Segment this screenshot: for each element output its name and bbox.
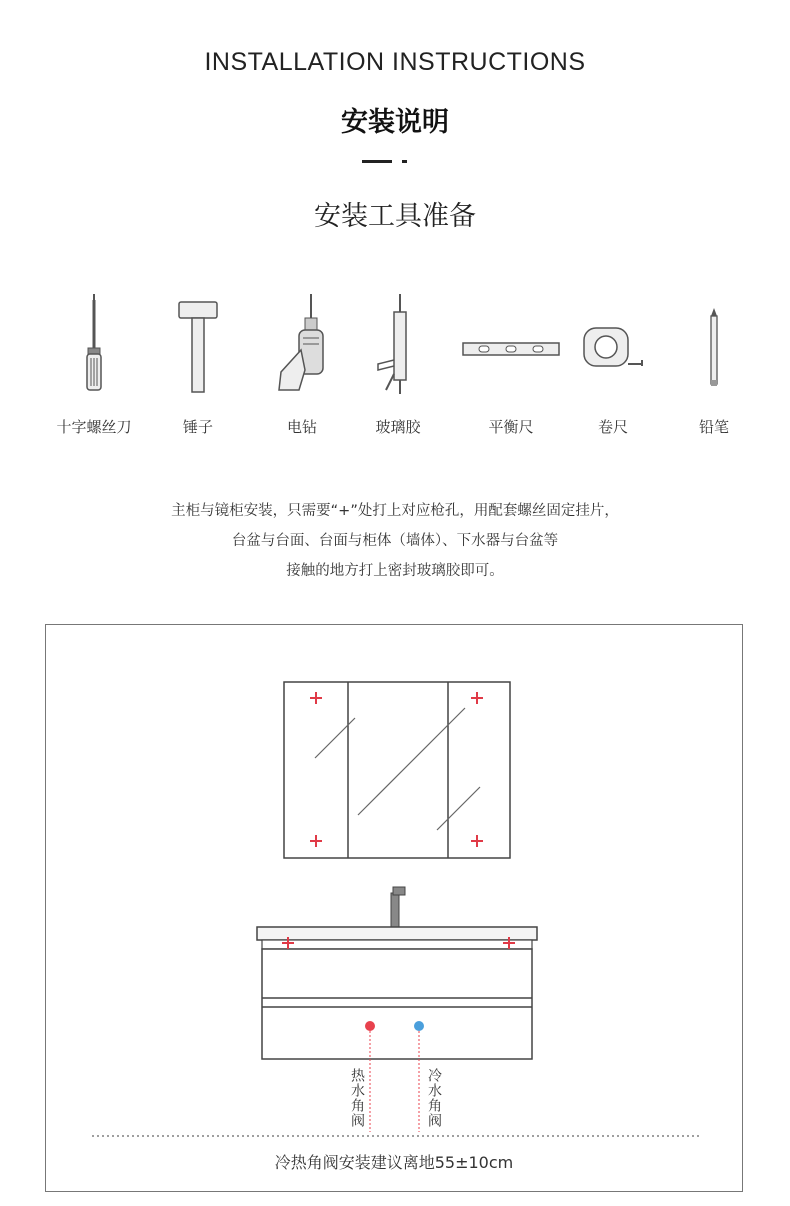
- title-english: INSTALLATION INSTRUCTIONS: [204, 48, 586, 76]
- instruction-line-2: 台盆与台面、台面与柜体（墙体）、下水器与台盆等: [231, 533, 559, 549]
- instruction-line-1: 主柜与镜柜安装，只需要“+”处打上对应枪孔，用配套螺丝固定挂片，: [171, 503, 619, 519]
- tool-label-tape-measure: 卷尺: [597, 418, 628, 436]
- tool-label-glue-gun: 玻璃胶: [375, 418, 421, 436]
- mirror-cabinet: [284, 682, 510, 858]
- tool-label-drill: 电钻: [286, 418, 317, 436]
- hot-valve-dot: [365, 1021, 375, 1031]
- tools-subtitle: 安装工具准备: [314, 201, 476, 232]
- faucet: [391, 887, 405, 927]
- tool-label-hammer: 锤子: [182, 418, 213, 436]
- vanity-cabinet: [257, 927, 537, 1059]
- hot-valve-label: 热水角阀: [349, 1068, 365, 1128]
- cold-valve-label: 冷水角阀: [426, 1068, 442, 1128]
- tool-label-pencil: 铅笔: [698, 418, 729, 436]
- valve-height-note: 冷热角阀安装建议离地55±10cm: [274, 1153, 514, 1172]
- tool-label-level: 平衡尺: [488, 418, 534, 436]
- cold-valve-dot: [414, 1021, 424, 1031]
- title-chinese: 安装说明: [341, 107, 449, 138]
- tool-label-screwdriver: 十字螺丝刀: [56, 418, 132, 436]
- instruction-line-3: 接触的地方打上密封玻璃胶即可。: [286, 563, 504, 579]
